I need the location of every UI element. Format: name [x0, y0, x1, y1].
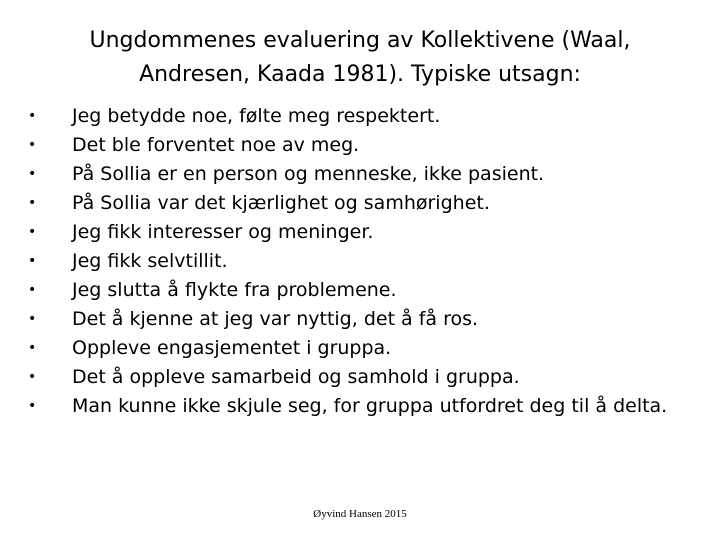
list-item	[28, 189, 698, 218]
bullet-icon: •	[28, 224, 37, 240]
bullet-icon: •	[28, 311, 37, 327]
list-item-text: Jeg betydde noe, følte meg respektert.	[72, 105, 441, 127]
bullet-icon: •	[28, 195, 37, 211]
list-item-text: Det ble forventet noe av meg.	[72, 134, 360, 156]
list-item-text: På Sollia var det kjærlighet og samhørighet.	[72, 192, 490, 214]
bullet-icon: •	[28, 108, 37, 124]
list-item	[28, 247, 698, 276]
bullet-icon: •	[28, 166, 37, 182]
list-item-text: Jeg fikk interesser og meninger.	[72, 221, 374, 243]
bullet-icon: •	[28, 369, 37, 385]
bullet-icon: •	[28, 137, 37, 153]
list-item	[28, 276, 698, 305]
list-item	[28, 334, 698, 363]
list-item-text: Oppleve engasjementet i gruppa.	[72, 337, 392, 359]
bullet-icon: •	[28, 340, 37, 356]
list-item	[28, 305, 698, 334]
list-item	[28, 160, 698, 189]
list-item-text: Det å kjenne at jeg var nyttig, det å få ros.	[72, 308, 479, 330]
title-line-1: Ungdommenes evaluering av Kollektivene (Waal,	[89, 28, 631, 53]
bullet-icon: •	[28, 398, 37, 414]
footer-credit: Øyvind Hansen 2015	[313, 508, 407, 520]
list-item	[28, 218, 698, 247]
list-item	[28, 363, 698, 392]
list-item	[28, 392, 698, 421]
list-item	[28, 102, 698, 131]
list-item-text: Man kunne ikke skjule seg, for gruppa utfordret deg til å delta.	[72, 395, 668, 417]
slide-title	[60, 24, 660, 92]
title-line-2: Andresen, Kaada 1981). Typiske utsagn:	[139, 62, 581, 87]
list-item-text: Det å oppleve samarbeid og samhold i gruppa.	[72, 366, 520, 388]
list-item-text: Jeg fikk selvtillit.	[72, 250, 228, 272]
list-item-text: På Sollia er en person og menneske, ikke pasient.	[72, 163, 545, 185]
bullet-list	[28, 102, 698, 421]
bullet-icon: •	[28, 282, 37, 298]
list-item	[28, 131, 698, 160]
list-item-text: Jeg slutta å flykte fra problemene.	[72, 279, 397, 301]
bullet-icon: •	[28, 253, 37, 269]
